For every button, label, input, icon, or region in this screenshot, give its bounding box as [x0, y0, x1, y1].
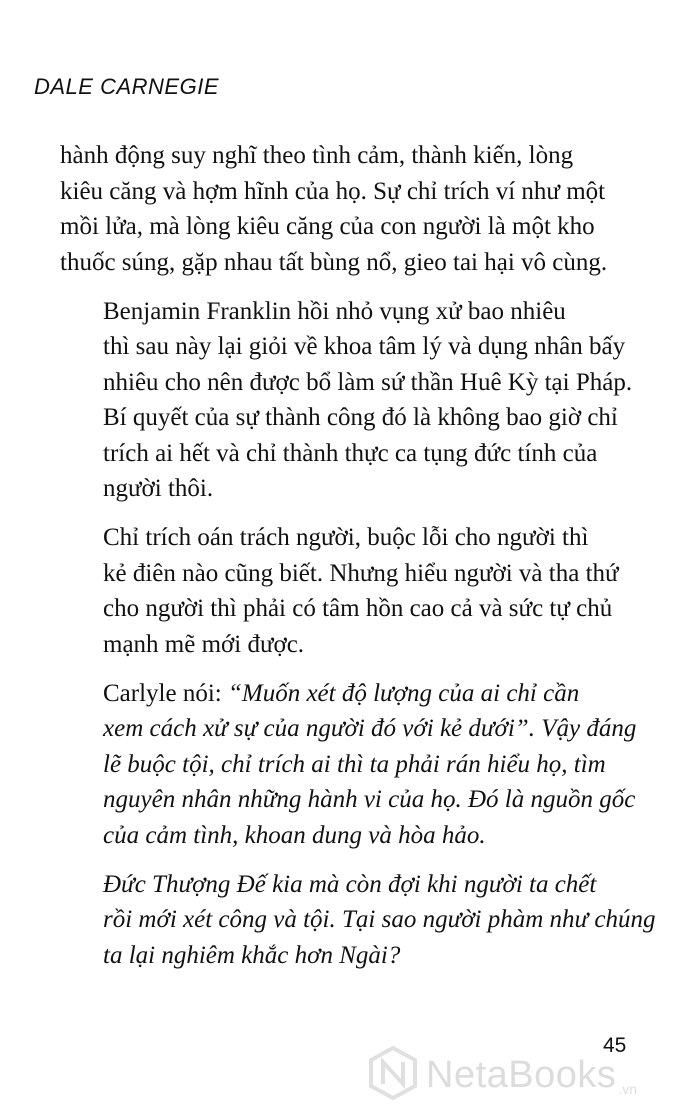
quote-line: nguyên nhân những hành vi của họ. Đó là nguồn gốc — [103, 786, 636, 813]
netabooks-logo-icon — [368, 1046, 418, 1105]
quote-lead: Carlyle nói: — [103, 679, 228, 707]
running-header: DALE CARNEGIE — [34, 74, 219, 99]
text-line: mạnh mẽ mới được. — [103, 630, 305, 658]
text-line — [60, 676, 636, 712]
text-line: Benjamin Franklin hồi nhỏ vụng xử bao nhiêu — [103, 297, 566, 325]
text-line: nhiêu cho nên được bổ làm sứ thần Huê Kỳ tại Pháp. — [103, 368, 633, 396]
body-text — [60, 138, 656, 987]
quote-text: “Muốn xét độ lượng của ai chỉ cần — [227, 679, 580, 707]
text-line: Chỉ trích oán trách người, buộc lỗi cho người thì — [103, 524, 589, 551]
watermark-text: NetaBooks — [426, 1054, 617, 1096]
page-number: 45 — [603, 1034, 627, 1057]
paragraph — [60, 520, 636, 662]
text-line: hành động suy nghĩ theo tình cảm, thành kiến, lòng — [60, 142, 574, 169]
paragraph — [60, 294, 636, 507]
text-line: cho người thì phải có tâm hồn cao cả và sức tự chủ — [103, 595, 613, 622]
text-line: mồi lửa, mà lòng kiêu căng của con người là một kho — [60, 213, 595, 240]
quote-line: xem cách xử sự của người đó với kẻ dưới”. Vậy đáng — [103, 715, 637, 742]
quote-paragraph — [60, 676, 636, 854]
text-line: kẻ điên nào cũng biết. Nhưng hiểu người và tha thứ — [103, 559, 619, 587]
watermark — [368, 1046, 637, 1105]
text-line: người thôi. — [103, 475, 214, 502]
text-line: ta lại nghiêm khắc hơn Ngài? — [103, 941, 401, 969]
text-line: thuốc súng, gặp nhau tất bùng nổ, gieo tai hại vô cùng. — [60, 248, 608, 276]
text-line: kiêu căng và hợm hĩnh của họ. Sự chỉ trích ví như một — [60, 177, 606, 205]
text-line: rồi mới xét công và tội. Tại sao người phàm như chúng — [103, 906, 656, 933]
text-line: thì sau này lại giỏi về khoa tâm lý và dụng nhân bấy — [103, 333, 626, 360]
text-line: trích ai hết và chỉ thành thực ca tụng đức tính của — [103, 439, 598, 467]
paragraph — [60, 138, 636, 280]
italic-paragraph — [60, 867, 656, 974]
quote-line: của cảm tình, khoan dung và hòa hảo. — [103, 821, 486, 849]
quote-line: lẽ buộc tội, chỉ trích ai thì ta phải rán hiểu họ, tìm — [103, 750, 606, 778]
watermark-suffix: .vn — [618, 1081, 638, 1097]
text-line: Đức Thượng Đế kia mà còn đợi khi người ta chết — [103, 870, 597, 898]
text-line: Bí quyết của sự thành công đó là không bao giờ chỉ — [103, 404, 618, 431]
